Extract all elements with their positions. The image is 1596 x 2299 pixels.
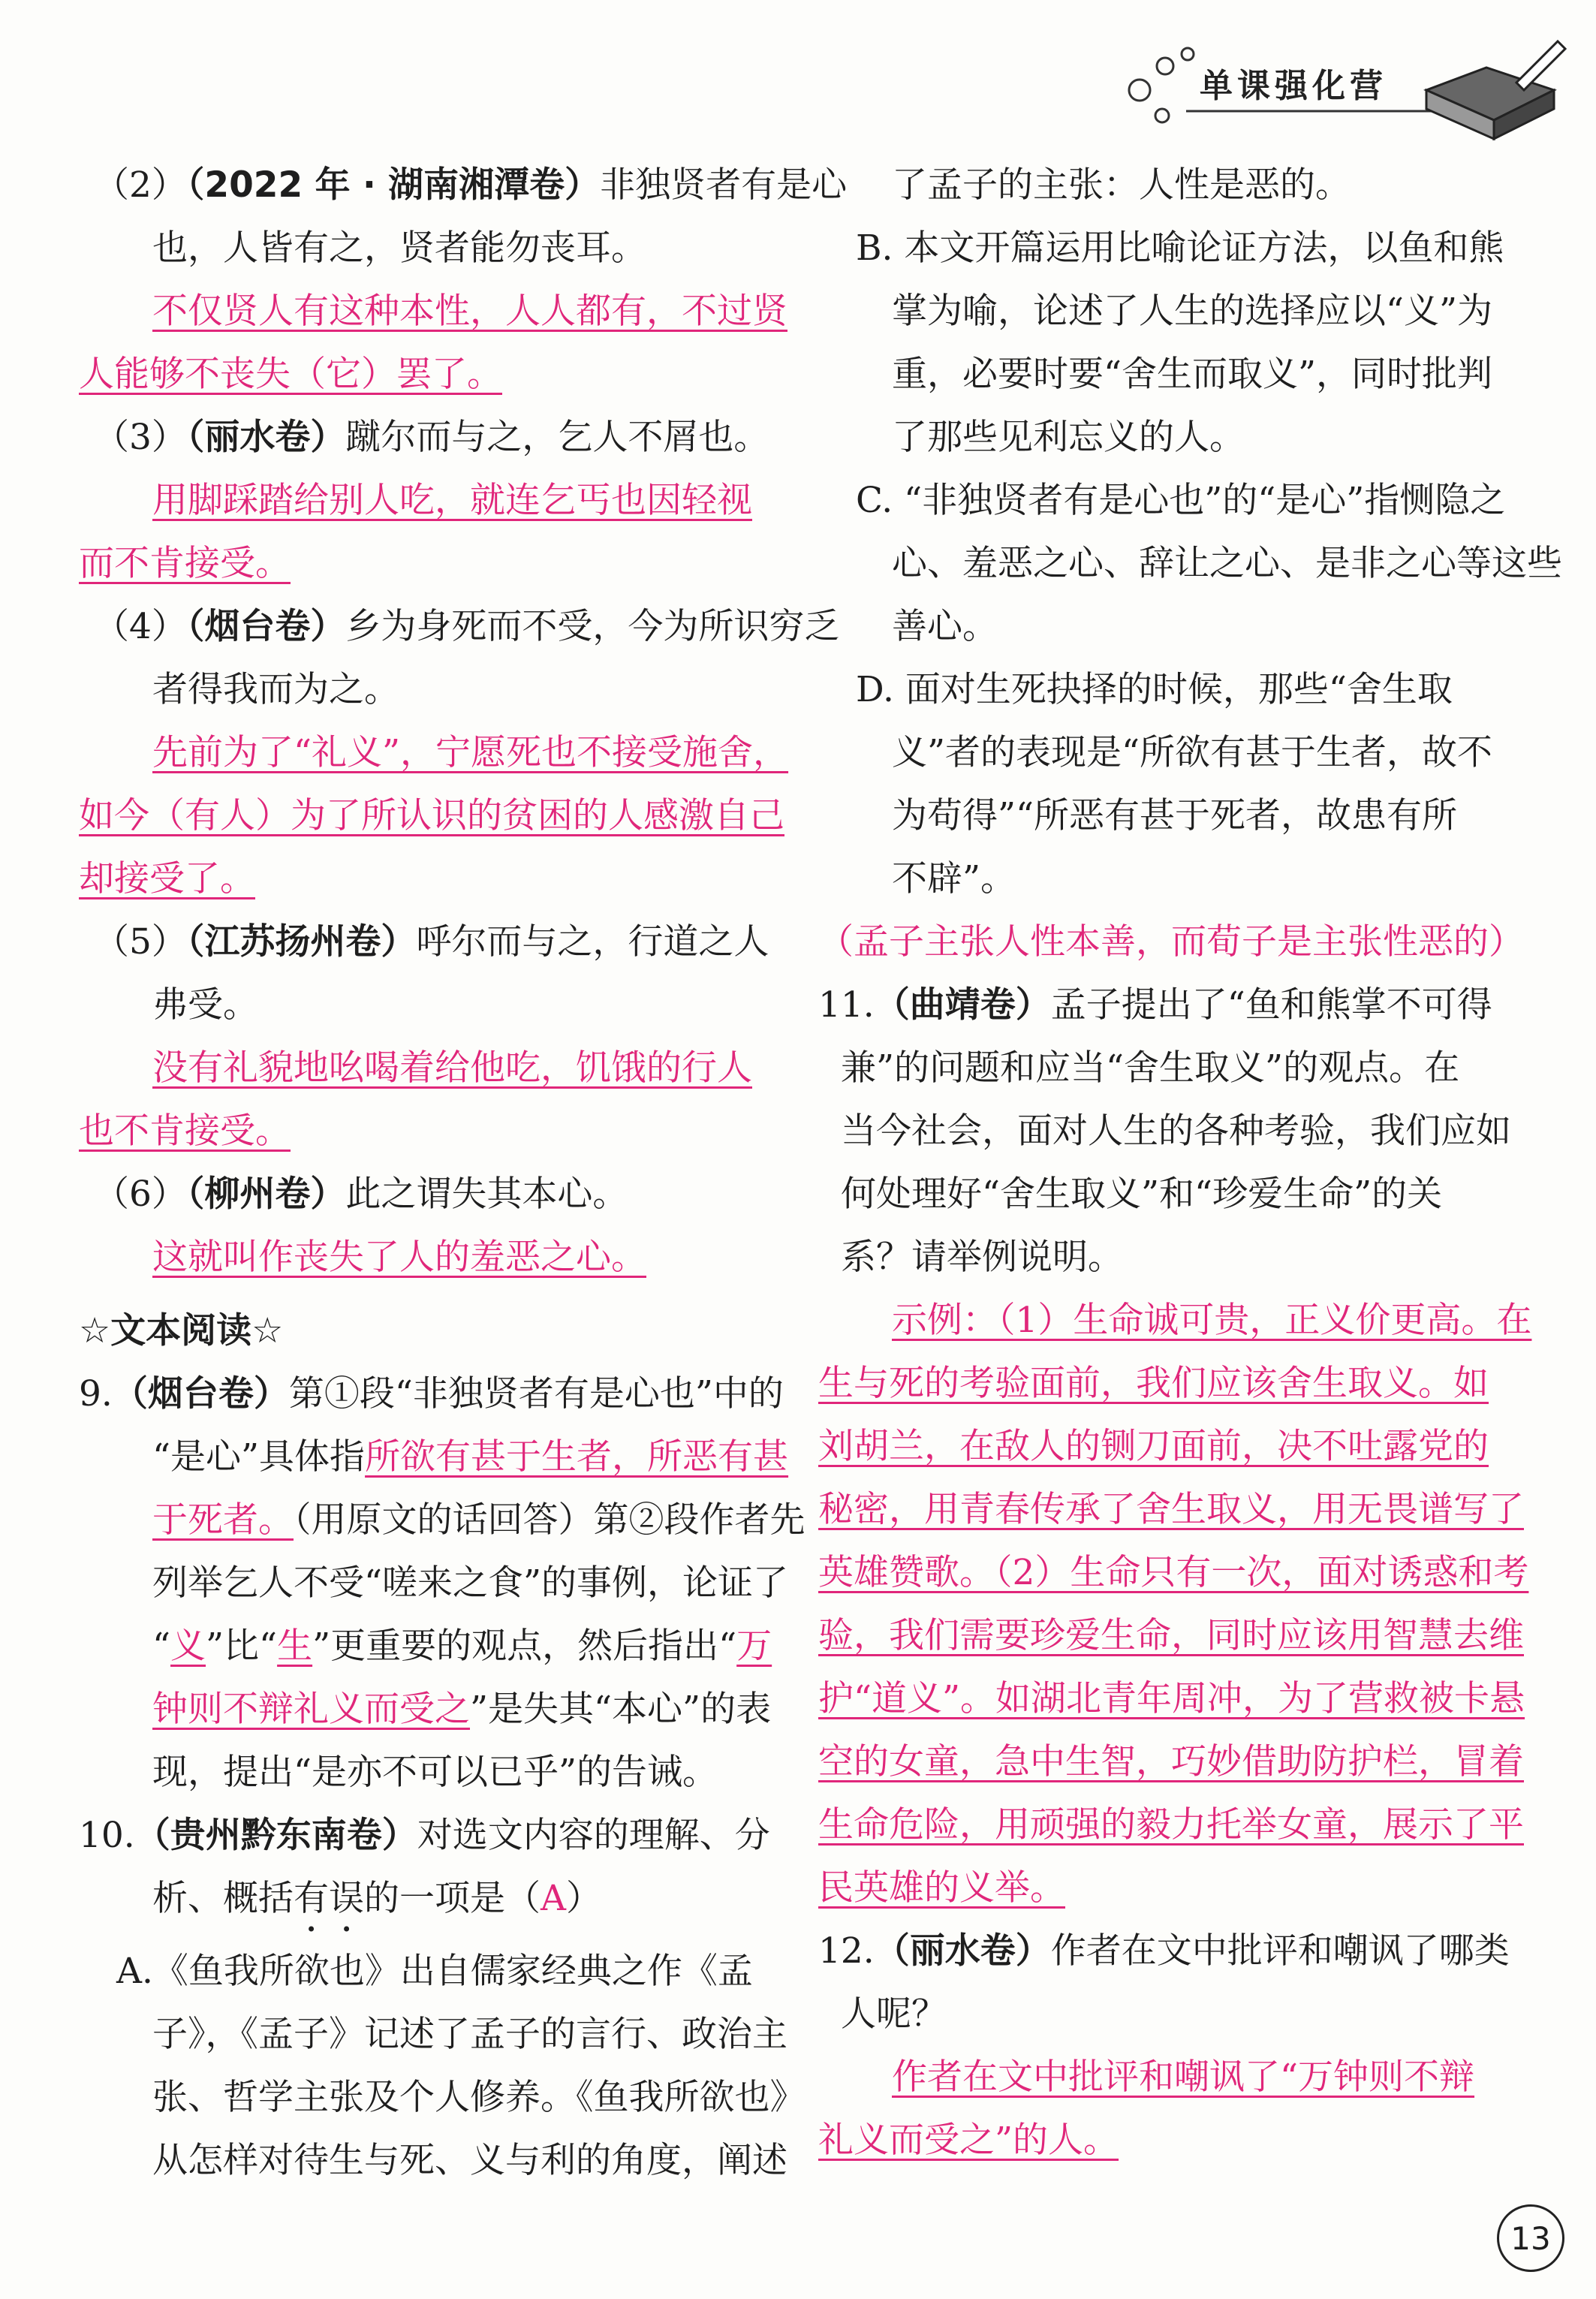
- q9-line: 于死者。（用原文的话回答）第②段作者先: [152, 1499, 806, 1541]
- q10-option-a: 张、哲学主张及个人修养。《鱼我所欲也》: [152, 2077, 806, 2118]
- page-header: [1119, 38, 1569, 150]
- q9-line: 钟则不辩礼义而受之”是失其“本心”的表: [152, 1689, 772, 1730]
- header-title: 单课强化营: [1200, 67, 1387, 105]
- q11-answer: 生与死的考验面前，我们应该舍生取义。如: [818, 1363, 1489, 1404]
- q2-line: （2）（2022 年 · 湖南湘潭卷）非独贤者有是心: [94, 164, 848, 206]
- q9-line: 9.（烟台卷）第①段“非独贤者有是心也”中的: [79, 1373, 784, 1415]
- q9-line: 现，提出“是亦不可以已乎”的告诫。: [152, 1752, 718, 1793]
- q10-option-c: C. “非独贤者有是心也”的“是心”指恻隐之: [856, 480, 1506, 521]
- q10-note: （孟子主张人性本善，而荀子是主张性恶的）: [818, 921, 1524, 963]
- q12-answer: 作者在文中批评和嘲讽了“万钟则不辩: [892, 2056, 1475, 2098]
- q5-line: 弗受。: [152, 984, 258, 1026]
- q4-answer: 先前为了“礼义”，宁愿死也不接受施舍，: [152, 732, 789, 773]
- q5-line: （5）（江苏扬州卷）呼尔而与之，行道之人: [94, 921, 769, 963]
- q11-line: 当今社会，面对人生的各种考验，我们应如: [841, 1110, 1511, 1152]
- q11-answer: 验，我们需要珍爱生命，同时应该用智慧去维: [818, 1615, 1524, 1656]
- q9-line: 列举乞人不受“嗟来之食”的事例，论证了: [152, 1562, 789, 1604]
- q12-line: 人呢？: [841, 1993, 947, 2035]
- q9-line: “是心”具体指所欲有甚于生者，所恶有甚: [152, 1436, 789, 1478]
- q12-answer: 礼义而受之”的人。: [818, 2120, 1119, 2161]
- q3-answer: 用脚踩踏给别人吃，就连乞丐也因轻视: [152, 480, 752, 521]
- q10-line: 10.（贵州黔东南卷）对选文内容的理解、分: [79, 1815, 770, 1856]
- q10-option-d: 为苟得”“所恶有甚于死者，故患有所: [892, 795, 1458, 836]
- q4-answer: 如今（有人）为了所认识的贫困的人感激自己: [79, 795, 784, 836]
- q10-option-c: 善心。: [892, 606, 998, 647]
- right-column: [818, 154, 1562, 2172]
- q11-answer: 空的女童，急中生智，巧妙借助防护栏，冒着: [818, 1741, 1524, 1782]
- q10-option-a: 了孟子的主张：人性是恶的。: [892, 164, 1351, 206]
- q2-answer: 人能够不丧失（它）罢了。: [79, 354, 502, 395]
- q6-line: （6）（柳州卷）此之谓失其本心。: [94, 1174, 628, 1215]
- q2-answer: 不仅贤人有这种本性，人人都有，不过贤: [152, 291, 787, 332]
- q10-option-b: 重，必要时要“舍生而取义”，同时批判: [892, 354, 1493, 395]
- q3-answer: 而不肯接受。: [79, 543, 291, 584]
- q3-line: （3）（丽水卷）蹴尔而与之，乞人不屑也。: [94, 417, 769, 458]
- q10-option-a: 子》，《孟子》记述了孟子的言行、政治主: [152, 2014, 787, 2055]
- q10-option-a: A.《鱼我所欲也》出自儒家经典之作《孟: [116, 1951, 753, 1992]
- q5-answer: 没有礼貌地吆喝着给他吃，饥饿的行人: [152, 1047, 752, 1089]
- q11-answer: 民英雄的义举。: [818, 1867, 1065, 1909]
- q11-answer: 刘胡兰，在敌人的铡刀面前，决不吐露党的: [818, 1426, 1489, 1467]
- q10-option-d: 义”者的表现是“所欲有甚于生者，故不: [892, 732, 1493, 773]
- q11-answer: 秘密，用青春传承了舍生取义，用无畏谱写了: [818, 1489, 1524, 1530]
- q4-line: （4）（烟台卷）乡为身死而不受，今为所识穷乏: [94, 606, 840, 647]
- q11-answer: 英雄赞歌。（2）生命只有一次，面对诱惑和考: [818, 1552, 1529, 1593]
- section-heading: ☆文本阅读☆: [79, 1310, 284, 1351]
- q11-line: 系？请举例说明。: [841, 1237, 1123, 1278]
- book-pen-icon: [1419, 38, 1569, 150]
- q4-line: 者得我而为之。: [152, 669, 399, 710]
- q5-answer: 也不肯接受。: [79, 1110, 291, 1152]
- q10-option-c: 心、羞恶之心、辞让之心、是非之心等这些: [892, 543, 1562, 584]
- q11-line: 何处理好“舍生取义”和“珍爱生命”的关: [841, 1174, 1443, 1215]
- left-column: [79, 154, 848, 2192]
- q6-answer: 这就叫作丧失了人的羞恶之心。: [152, 1237, 646, 1278]
- q10-option-b: 掌为喻，论述了人生的选择应以“义”为: [892, 291, 1493, 332]
- q10-answer: A: [541, 1878, 566, 1919]
- q10-option-b: 了那些见利忘义的人。: [892, 417, 1245, 458]
- q10-option-a: 从怎样对待生与死、义与利的角度，阐述: [152, 2140, 787, 2181]
- q11-answer: 生命危险，用顽强的毅力托举女童，展示了平: [818, 1804, 1524, 1846]
- q10-option-d: 不辟”。: [892, 858, 1016, 899]
- q10-option-d: D. 面对生死抉择的时候，那些“舍生取: [856, 669, 1453, 710]
- q11-answer: 护“道义”。如湖北青年周冲，为了营救被卡悬: [818, 1678, 1525, 1719]
- q9-line: “义”比“生”更重要的观点，然后指出“万: [152, 1626, 772, 1667]
- q2-line: 也，人皆有之，贤者能勿丧耳。: [152, 227, 646, 269]
- q4-answer: 却接受了。: [79, 858, 255, 899]
- q11-line: 兼”的问题和应当“舍生取义”的观点。在: [841, 1047, 1460, 1089]
- q10-line: 析、概括有误的一项是（A）: [152, 1878, 601, 1919]
- page-number: 13: [1497, 2204, 1564, 2272]
- q11-line: 11.（曲靖卷）孟子提出了“鱼和熊掌不可得: [818, 984, 1492, 1026]
- q10-option-b: B. 本文开篇运用比喻论证方法，以鱼和熊: [856, 227, 1504, 269]
- q11-answer: 示例：（1）生命诚可贵，正义价更高。在: [892, 1300, 1532, 1341]
- q12-line: 12.（丽水卷）作者在文中批评和嘲讽了哪类: [818, 1930, 1510, 1972]
